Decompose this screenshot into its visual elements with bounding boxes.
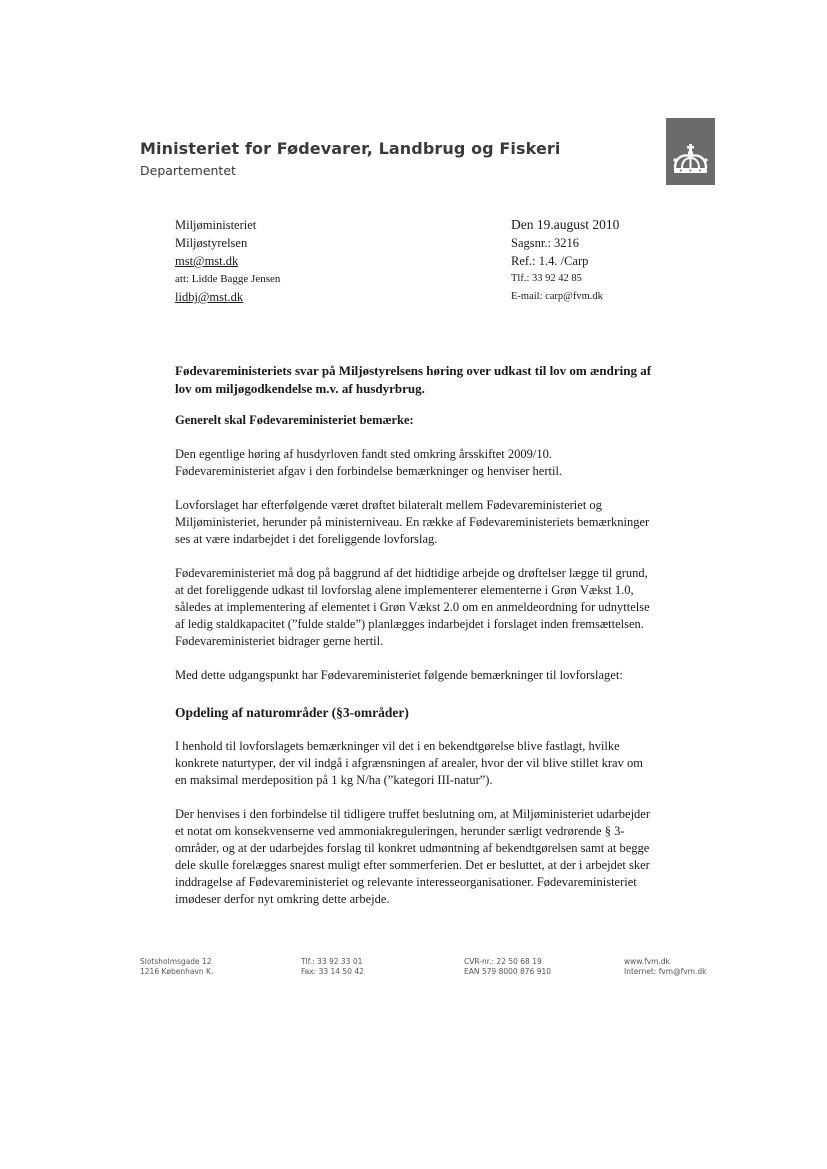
sender-email: E-mail: carp@fvm.dk	[511, 291, 603, 302]
footer-street: Slotsholmsgade 12	[140, 957, 212, 966]
footer-tel: Tlf.: 33 92 33 01	[301, 957, 363, 966]
footer-address	[140, 957, 213, 977]
footer-city: 1216 København K.	[140, 967, 214, 976]
intro-heading: Generelt skal Fødevareministeriet bemærke:	[175, 413, 414, 427]
recipient-ministry: Miljøministeriet	[175, 218, 257, 232]
case-number: Sagsnr.: 3216	[511, 236, 580, 250]
footer-website-link[interactable]: www.fvm.dk	[624, 957, 670, 966]
crown-icon	[672, 144, 709, 174]
ministry-name: Ministeriet for Fødevarer, Landbrug og Fiskeri	[140, 139, 561, 158]
paragraph: Fødevareministeriet må dog på baggrund af det hidtidige arbejde og drøftelser lægge til grund, at det foreliggende udkast til lovforslag alene implementerer elementerne i Grøn Vækst 1.0, således at implementering af elementet i Grøn Vækst 2.0 om en anmeldeordning for udnyttelse af ledig staldkapacitet (”fulde stalde”) planlægges indarbejdet i forslaget inden fremsættelsen. Fødevareministeriet bidrager gerne hertil.	[175, 566, 650, 648]
recipient-email-link[interactable]: mst@mst.dk	[175, 254, 239, 268]
letter-title: Fødevareministeriets svar på Miljøstyrelsens høring over udkast til lov om ændring af lov om miljøgodkendelse m.v. af husdyrbrug.	[175, 363, 652, 396]
letter-body	[175, 362, 655, 908]
sender-phone: Tlf.: 33 92 42 85	[511, 273, 582, 284]
paragraph: Der henvises i den forbindelse til tidligere truffet beslutning om, at Miljøministeriet udarbejder et notat om konsekvenserne ved ammoniakreguleringen, herunder særligt vedrørende § 3-områder, og at der udarbejdes forslag til konkret udmøntning af bekendtgørelsen samt at begge dele skulle forelægges snarest muligt efter sommerferien. Det er besluttet, at der i arbejdet sker inddragelse af Fødevareministeriet og relevante interesseorganisationer. Fødevareministeriet imødeser derfor nyt omkring dette arbejde.	[175, 807, 650, 906]
paragraph: Den egentlige høring af husdyrloven fandt sted omkring årsskiftet 2009/10. Fødevareministeriet afgav i den forbindelse bemærkninger og henviser hertil.	[175, 447, 563, 478]
paragraph: I henhold til lovforslagets bemærkninger vil det i en bekendtgørelse blive fastlagt, hvilke konkrete naturtyper, der vil indgå i afgrænsningen af arealer, hvor der vil blive stillet krav om en maksimal merdeposition på 1 kg N/ha (”kategori III-natur”).	[175, 739, 643, 787]
attention-email-link[interactable]: lidbj@mst.dk	[175, 290, 244, 304]
recipient-address	[175, 216, 280, 306]
paragraph: Med dette udgangspunkt har Fødevareministeriet følgende bemærkninger til lovforslaget:	[175, 668, 623, 682]
footer-fax: Fax: 33 14 50 42	[301, 967, 364, 976]
letter-meta	[511, 216, 619, 306]
footer-ean: EAN 579 8000 876 910	[464, 967, 552, 976]
recipient-agency: Miljøstyrelsen	[175, 236, 248, 250]
footer-web	[624, 957, 706, 977]
paragraph: Lovforslaget har efterfølgende været drøftet bilateralt mellem Fødevareministeriet og Miljøministeriet, herunder på ministerniveau. En række af Fødevareministeriets bemærkninger ses at være indarbejdet i det foreliggende lovforslag.	[175, 498, 650, 546]
footer-registry	[464, 957, 551, 977]
footer-cvr: CVR-nr.: 22 50 68 19	[464, 957, 542, 966]
recipient-attention: att: Lidde Bagge Jensen	[175, 273, 281, 285]
footer-phone	[301, 957, 364, 977]
crown-logo	[666, 118, 715, 185]
reference: Ref.: 1.4. /Carp	[511, 254, 589, 268]
footer-internet: Internet: fvm@fvm.dk	[624, 967, 707, 976]
department-name: Departementet	[140, 163, 236, 178]
section-heading: Opdeling af naturområder (§3-områder)	[175, 705, 409, 720]
letter-date: Den 19.august 2010	[511, 217, 620, 232]
